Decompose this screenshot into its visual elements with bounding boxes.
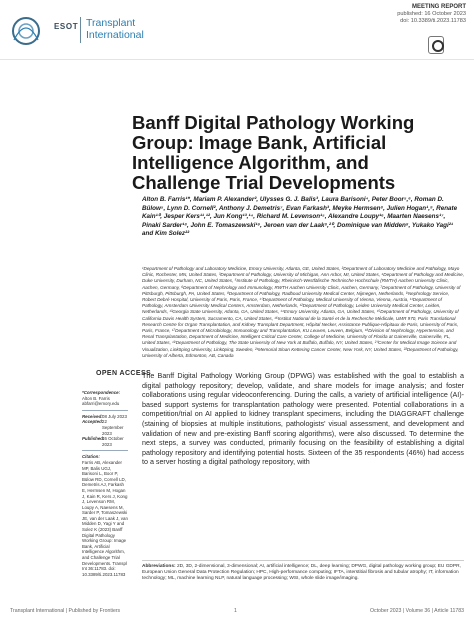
published-date: 16 October 2023 — [102, 436, 124, 447]
accepted-date: 22 September 2023 — [102, 419, 124, 436]
sidebar-divider — [82, 410, 128, 411]
sidebar-divider-2 — [82, 450, 128, 451]
journal-name-line2: International — [86, 29, 144, 41]
page-number: 1 — [234, 608, 237, 614]
abstract: The Banff Digital Pathology Working Group (DPWG) was established with the goal to establish a digital pathology repository; develop, validate, and share models for image analysis; and foster collaborations using regular videoconferencing. During the calls, a variety of artificial intelligence (AI)-based support systems for transplantation pathology were presented. Potential collaborations in a competition/trial on AI applied to kidney transplant specimens, including the DIAGGRAFT challenge (staining of biopsies at multiple institutions, pathologists' visual assessment, and development and validation of new and pre-existing Banff scoring algorithms), were also discussed. To determine the next steps, a survey was conducted, primarily focusing on the feasibility of establishing a digital pathology repository and identifying potential hosts. Sixteen of the 35 respondents (46%) had access to a server hosting a digital pathology repository, with — [142, 372, 464, 467]
footer-journal: Transplant International | Published by Frontiers — [10, 608, 121, 614]
published-line: published: 16 October 2023 — [397, 11, 466, 17]
article-sidebar — [82, 390, 128, 577]
journal-name[interactable] — [86, 17, 144, 41]
article-title: Banff Digital Pathology Working Group: Image Bank, Artificial Intelligence Algorithm, and Challenge Trial Developments — [132, 112, 415, 193]
published-label: Published: — [82, 436, 105, 442]
author-list: Alton B. Farris¹*, Mariam P. Alexander², Ulysses G. J. Balis³, Laura Barisoni⁴, Peter Boor⁵,⁶, Roman D. Bülow⁵, Lynn D. Cornell², Anthony J. Demetris⁷, Evan Farkash³, Meyke Hermsen⁸, Julien Hogan¹,⁹, Renate Kain¹⁰, Jesper Kers¹¹,¹², Jun Kong¹³,¹⁴, Richard M. Levenson¹⁵, Alexandre Loupy¹⁶, Maarten Naesens¹⁷, Pinaki Sarder¹⁸, John E. Tomaszewski¹⁹, Jeroen van der Laak⁸,²⁰, Dominique van Midden⁸, Yukako Yagi²¹ and Kim Solez²² — [142, 196, 458, 238]
correspondence-name: Alton B. Farris — [82, 395, 110, 401]
date-table — [82, 414, 128, 448]
footer-issue: October 2023 | Volume 36 | Article 11783 — [369, 608, 464, 614]
logo-divider — [80, 17, 81, 43]
article-meta — [397, 4, 466, 25]
logo-brand: ESOT — [54, 22, 79, 31]
abbreviations-text: 2D, 3D, 2-dimensional, 3-dimensional; AI, artificial intelligence; DL, deep learning; DPWG, digital pathology working group; EU GDPR, European Union General Data Protection Regulation; HPC, High-performance computing; IFTA, interstitial fibrosis and tubular atrophy; IT, information technology; ML, machine learning NLP, natural language processing; WSI, whole slide image/imaging. — [142, 564, 461, 582]
article-type: MEETING REPORT — [411, 4, 466, 10]
esot-logo-icon — [6, 14, 46, 48]
open-access-label: OPEN ACCESS — [96, 370, 152, 377]
doi-line[interactable]: doi: 10.3389/ti.2023.11783 — [400, 18, 466, 24]
affiliations: ¹Department of Pathology and Laboratory Medicine, Emory University, Atlanta, GE, United States, ²Department of Laboratory Medicine and Pathology, Mayo Clinic, Rochester, MN, United States, ³Department of Pathology, University of Michigan, Ann Arbor, MI, United States, ⁴Department of Pathology and Medicine, Duke University, Durham, NC, United States, ⁵Institute of Pathology, Rheinisch-Westfälische Technische Hochschule (RWTH) Aachen University Clinic, Aachen, Germany, ⁶Department of Nephrology and Immunology, RWTH Aachen University Clinic, Aachen, Germany, ⁷Department of Pathology, University of Pittsburgh, Pittsburgh, PA, United States, ⁸Department of Pathology, Radboud University Medical Center, Nijmegen, Netherlands, ⁹Nephrology Service, Robert Debré Hospital, University of Paris, Paris, France, ¹⁰Department of Pathology, Medical University of Vienna, Vienna, Austria, ¹¹Department of Pathology, Amsterdam University Medical Centers, Amsterdam, Netherlands, ¹²Department of Pathology, Leiden University Medical Center, Leiden, Netherlands, ¹³Georgia State University, Atlanta, GA, United States, ¹⁴Emory University, Atlanta, GA, United States, ¹⁵Department of Pathology, University of California Davis Health System, Sacramento, CA, United States, ¹⁶Institut National de la Santé et de la Recherche Médicale, UMR 970, Paris Translational Research Centre for Organ Transplantation, and Kidney Transplant Department, Hôpital Necker, Assistance Publique-Hôpitaux de Paris, University of Paris, Paris, France, ¹⁷Department of Microbiology, Immunology and Transplantation, KU Leuven, Leuven, Belgium, ¹⁸Division of Nephrology, Hypertension, and Renal Transplantation, Department of Medicine, Intelligent Critical Care Center, College of Medicine, University of Florida at Gainesville, Gainesville, FL, United States, ¹⁹Department of Pathology, The State University of New York at Buffalo, Buffalo, NY, United States, ²⁰Center for Medical Image Science and Visualization, Linköping University, Linköping, Sweden, ²¹Memorial Sloan Kettering Cancer Center, New York, NY, United States, ²²Department of Pathology, University of Alberta, Edmonton, AB, Canada — [142, 266, 464, 358]
received-label: Received: — [82, 413, 103, 419]
accepted-label: Accepted: — [82, 419, 104, 425]
citation-text: Farris AB, Alexander MP, Balis UGJ, Barisoni L, Boor P, Bülow RD, Cornell LD, Demetris AJ, Farkash E, Hermsen M, Hogan J, Kain R, Kers J, Kong J, Levenson RM, Loupy A, Naesens M, Sarder P, Tomaszewski JE, van der Laak J, van Midden D, Yagi Y and Solez K (2023) Banff Digital Pathology Working Group: Image Bank, Artificial Intelligence Algorithm, and Challenge Trial Developments. Transpl Int 36:11783. doi: 10.3389/ti.2023.11783 — [82, 459, 128, 577]
correspondence-email[interactable]: abfarri@emory.edu — [82, 401, 120, 407]
abbreviations — [142, 560, 464, 583]
citation-label: Citation: — [82, 454, 100, 460]
check-for-updates-icon[interactable] — [428, 36, 444, 54]
page-header — [0, 0, 474, 60]
page-footer — [0, 604, 474, 620]
received-date: 08 July 2023 — [102, 413, 127, 419]
abbreviations-label: Abbreviations: — [142, 564, 176, 569]
journal-name-line1: Transplant — [86, 17, 136, 29]
correspondence-label: *Correspondence: — [82, 390, 121, 395]
